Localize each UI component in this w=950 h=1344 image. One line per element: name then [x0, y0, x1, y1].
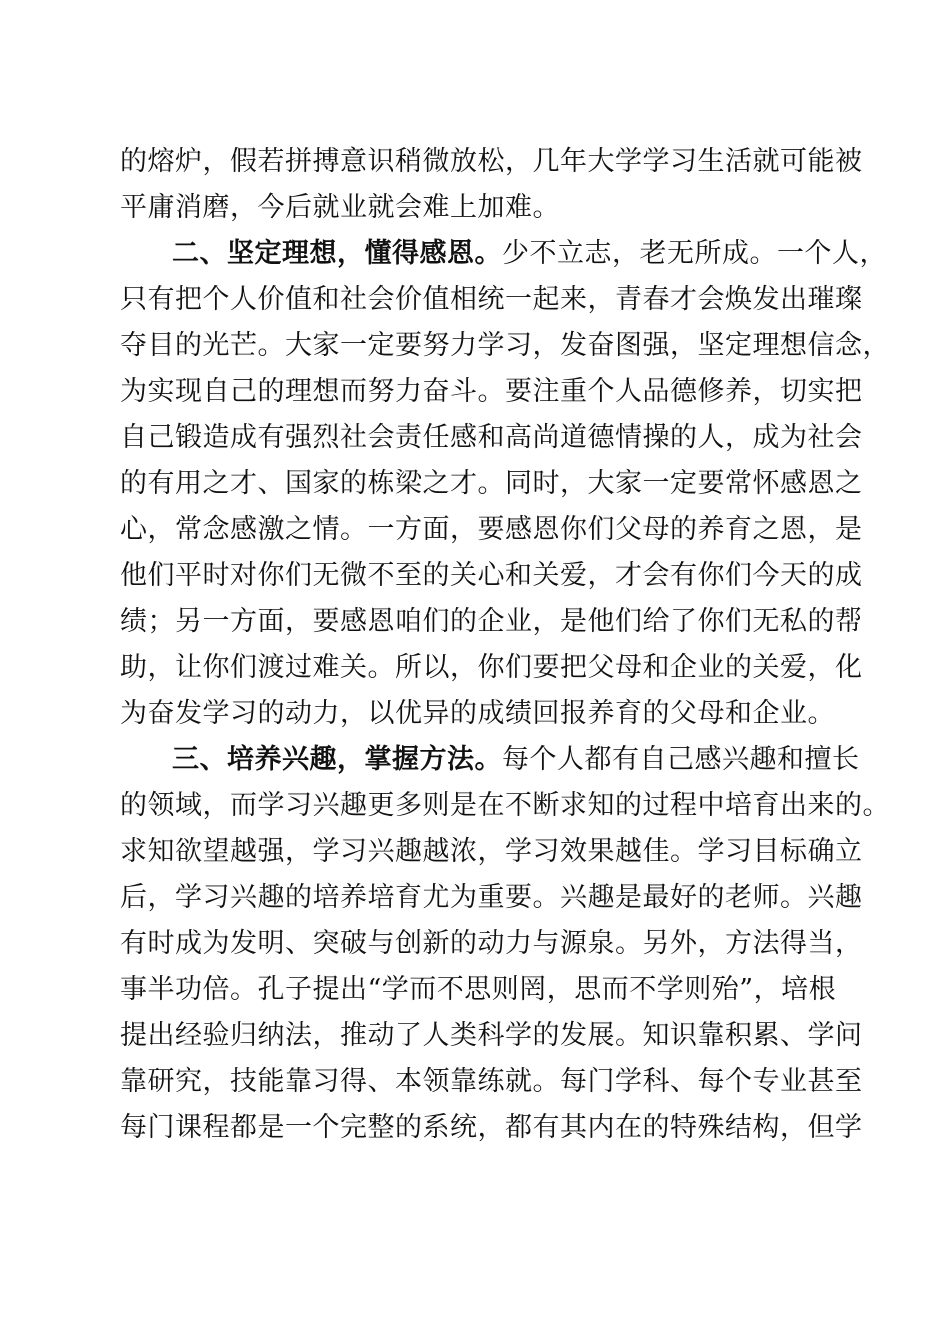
text-line: 只有把个人价值和社会价值相统一起来，青春才会焕发出璀璨: [120, 284, 863, 315]
text-line: 提出经验归纳法，推动了人类科学的发展。知识靠积累、学问: [120, 1020, 863, 1051]
text-line: 每个人都有自己感兴趣和擅长: [502, 744, 860, 775]
text-line: 平庸消磨，今后就业就会难上加难。: [120, 192, 560, 223]
text-line: 的有用之才、国家的栋梁之才。同时，大家一定要常怀感恩之: [120, 468, 863, 499]
text-line: 靠研究，技能靠习得、本领靠练就。每门学科、每个专业甚至: [120, 1066, 863, 1097]
text-line: 夺目的光芒。大家一定要努力学习，发奋图强，坚定理想信念，: [120, 330, 890, 361]
text-line: 每门课程都是一个完整的系统，都有其内在的特殊结构，但学: [120, 1112, 863, 1143]
text-line: 助，让你们渡过难关。所以，你们要把父母和企业的关爱，化: [120, 652, 863, 683]
text-line: 的熔炉，假若拼搏意识稍微放松，几年大学学习生活就可能被: [120, 146, 863, 177]
text-line: 为实现自己的理想而努力奋斗。要注重个人品德修养，切实把: [120, 376, 863, 407]
text-line: 绩；另一方面，要感恩咱们的企业，是他们给了你们无私的帮: [120, 606, 863, 637]
text-line: 心，常念感激之情。一方面，要感恩你们父母的养育之恩，是: [120, 514, 863, 545]
text-line: 少不立志，老无所成。一个人，: [502, 238, 887, 269]
paragraph-3-first-line: [172, 739, 860, 781]
paragraph-2-first-line: [172, 233, 887, 275]
text-line: 他们平时对你们无微不至的关心和关爱，才会有你们今天的成: [120, 560, 863, 591]
text-line: 自己锻造成有强烈社会责任感和高尚道德情操的人，成为社会: [120, 422, 863, 453]
text-line: 为奋发学习的动力，以优异的成绩回报养育的父母和企业。: [120, 698, 835, 729]
section-heading: 二、坚定理想，懂得感恩。: [172, 238, 502, 269]
section-heading: 三、培养兴趣，掌握方法。: [172, 744, 502, 775]
text-line: 事半功倍。孔子提出“学而不思则罔，思而不学则殆”，培根: [120, 974, 837, 1005]
text-line: 的领域，而学习兴趣更多则是在不断求知的过程中培育出来的。: [120, 790, 890, 821]
text-line: 有时成为发明、突破与创新的动力与源泉。另外，方法得当，: [120, 928, 863, 959]
text-line: 求知欲望越强，学习兴趣越浓，学习效果越佳。学习目标确立: [120, 836, 863, 867]
text-line: 后，学习兴趣的培养培育尤为重要。兴趣是最好的老师。兴趣: [120, 882, 863, 913]
